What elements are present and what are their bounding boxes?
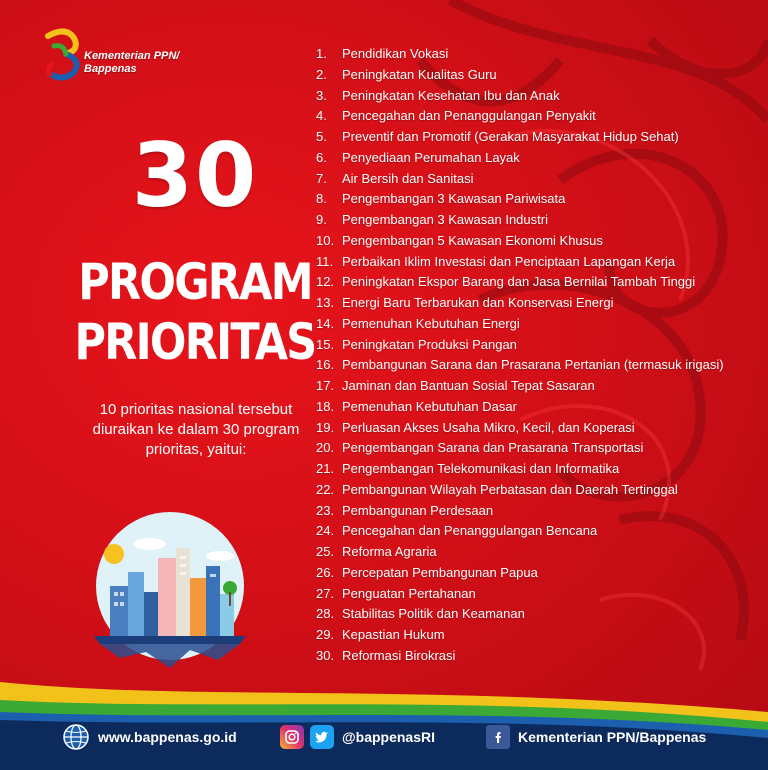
- program-number: 6.: [316, 149, 327, 165]
- sun-icon: [104, 544, 124, 564]
- program-label: Pengembangan 3 Kawasan Pariwisata: [342, 191, 566, 207]
- program-number: 20.: [316, 440, 335, 456]
- program-item: [316, 438, 724, 459]
- program-number: 4.: [316, 108, 327, 124]
- facebook-link[interactable]: [486, 722, 706, 752]
- program-label: Energi Baru Terbarukan dan Konservasi Energi: [342, 295, 614, 310]
- program-item: [316, 646, 724, 667]
- website-text: www.bappenas.go.id: [98, 729, 237, 745]
- program-number: 12.: [316, 274, 335, 290]
- hero-number: 30: [131, 124, 259, 227]
- logo-line-2: Bappenas: [84, 63, 137, 75]
- program-number: 5.: [316, 129, 327, 144]
- program-number: 30.: [316, 647, 335, 663]
- program-item: [316, 459, 724, 480]
- instagram-icon[interactable]: [280, 725, 304, 749]
- bappenas-logo-mark-icon: [44, 28, 84, 82]
- program-label: Peningkatan Ekspor Barang dan Jasa Bernilai Tambah Tinggi: [342, 274, 696, 290]
- city-illustration: [80, 508, 260, 668]
- program-item: [316, 418, 724, 439]
- program-item: [316, 355, 724, 376]
- description-text: 10 prioritas nasional tersebut diuraikan ke dalam 30 program prioritas, yaitui:: [92, 401, 300, 458]
- logo-text: [84, 50, 179, 76]
- program-item: [316, 148, 724, 169]
- program-number: 8.: [316, 191, 327, 207]
- program-number: 22.: [316, 481, 335, 497]
- program-label: Pengembangan 5 Kawasan Ekonomi Khusus: [342, 232, 603, 248]
- program-item: [316, 501, 724, 522]
- program-number: 1.: [316, 46, 327, 61]
- social-handle-text: @bappenasRI: [342, 729, 436, 745]
- program-label: Preventif dan Promotif (Gerakan Masyarakat Hidup Sehat): [342, 129, 679, 144]
- program-item: [316, 521, 724, 542]
- program-item: [316, 584, 724, 605]
- logo-line-1: Kementerian PPN/: [84, 50, 180, 62]
- program-number: 29.: [316, 627, 335, 642]
- facebook-icon[interactable]: [486, 725, 510, 749]
- program-label: Reforma Agraria: [342, 544, 437, 559]
- program-item: [316, 376, 724, 397]
- program-item: [316, 604, 724, 625]
- program-number: 14.: [316, 315, 335, 331]
- hero-title-line-1: PROGRAM: [78, 253, 312, 311]
- hero-title: [27, 252, 362, 372]
- program-label: Peningkatan Produksi Pangan: [342, 336, 517, 352]
- program-item: [316, 335, 724, 356]
- program-number: 27.: [316, 585, 335, 601]
- program-label: Pengembangan Telekomunikasi dan Informatika: [342, 461, 620, 476]
- program-item: [316, 65, 724, 86]
- program-item: [316, 210, 724, 231]
- social-link[interactable]: [280, 722, 435, 752]
- facebook-text: Kementerian PPN/Bappenas: [518, 729, 707, 745]
- program-label: Penyediaan Perumahan Layak: [342, 149, 520, 165]
- program-label: Stabilitas Politik dan Keamanan: [342, 606, 525, 622]
- hero-title-line-2: PRIORITAS: [74, 313, 316, 371]
- bappenas-logo: [44, 28, 234, 88]
- program-number: 15.: [316, 336, 335, 352]
- program-item: [316, 272, 724, 293]
- program-item: [316, 169, 724, 190]
- program-item: [316, 480, 724, 501]
- program-label: Jaminan dan Bantuan Sosial Tepat Sasaran: [342, 378, 595, 393]
- program-label: Peningkatan Kesehatan Ibu dan Anak: [342, 87, 560, 103]
- program-item: [316, 563, 724, 584]
- program-item: [316, 189, 724, 210]
- program-number: 2.: [316, 66, 327, 82]
- program-number: 10.: [316, 232, 335, 248]
- program-item: [316, 397, 724, 418]
- program-label: Pembangunan Sarana dan Prasarana Pertanian (termasuk irigasi): [342, 357, 724, 373]
- program-label: Pencegahan dan Penanggulangan Bencana: [342, 523, 598, 539]
- program-label: Perluasan Akses Usaha Mikro, Kecil, dan Koperasi: [342, 419, 635, 435]
- program-label: Pengembangan Sarana dan Prasarana Transportasi: [342, 440, 644, 456]
- website-link[interactable]: [62, 722, 237, 752]
- program-label: Kepastian Hukum: [342, 627, 445, 642]
- program-item: [316, 314, 724, 335]
- program-label: Perbaikan Iklim Investasi dan Penciptaan Lapangan Kerja: [342, 253, 676, 269]
- program-label: Penguatan Pertahanan: [342, 585, 476, 601]
- program-number: 3.: [316, 87, 327, 103]
- twitter-icon[interactable]: [310, 725, 334, 749]
- program-label: Pembangunan Wilayah Perbatasan dan Daerah Tertinggal: [342, 481, 678, 497]
- program-label: Percepatan Pembangunan Papua: [342, 564, 538, 580]
- program-item: [316, 86, 724, 107]
- program-number: 23.: [316, 502, 335, 518]
- program-number: 19.: [316, 419, 335, 435]
- program-label: Reformasi Birokrasi: [342, 647, 456, 663]
- program-label: Pemenuhan Kebutuhan Dasar: [342, 398, 517, 414]
- program-item: [316, 106, 724, 127]
- program-list: [316, 44, 724, 667]
- program-item: [316, 44, 724, 65]
- program-number: 11.: [316, 253, 334, 269]
- program-label: Pengembangan 3 Kawasan Industri: [342, 212, 548, 227]
- program-number: 28.: [316, 606, 335, 622]
- program-label: Pendidikan Vokasi: [342, 46, 449, 61]
- program-number: 16.: [316, 357, 335, 373]
- program-number: 24.: [316, 523, 335, 539]
- program-item: [316, 625, 724, 646]
- program-number: 25.: [316, 544, 335, 559]
- program-number: 17.: [316, 378, 335, 393]
- program-number: 13.: [316, 295, 335, 310]
- program-label: Pemenuhan Kebutuhan Energi: [342, 315, 520, 331]
- globe-icon: [62, 723, 90, 751]
- program-number: 18.: [316, 398, 335, 414]
- program-number: 21.: [316, 461, 335, 476]
- program-label: Peningkatan Kualitas Guru: [342, 66, 497, 82]
- program-number: 7.: [316, 170, 327, 186]
- program-label: Pembangunan Perdesaan: [342, 502, 494, 518]
- program-item: [316, 127, 724, 148]
- program-label: Air Bersih dan Sanitasi: [342, 170, 474, 186]
- program-item: [316, 252, 724, 273]
- program-item: [316, 293, 724, 314]
- program-item: [316, 231, 724, 252]
- program-item: [316, 542, 724, 563]
- program-label: Pencegahan dan Penanggulangan Penyakit: [342, 108, 596, 124]
- program-number: 9.: [316, 212, 327, 227]
- program-number: 26.: [316, 564, 335, 580]
